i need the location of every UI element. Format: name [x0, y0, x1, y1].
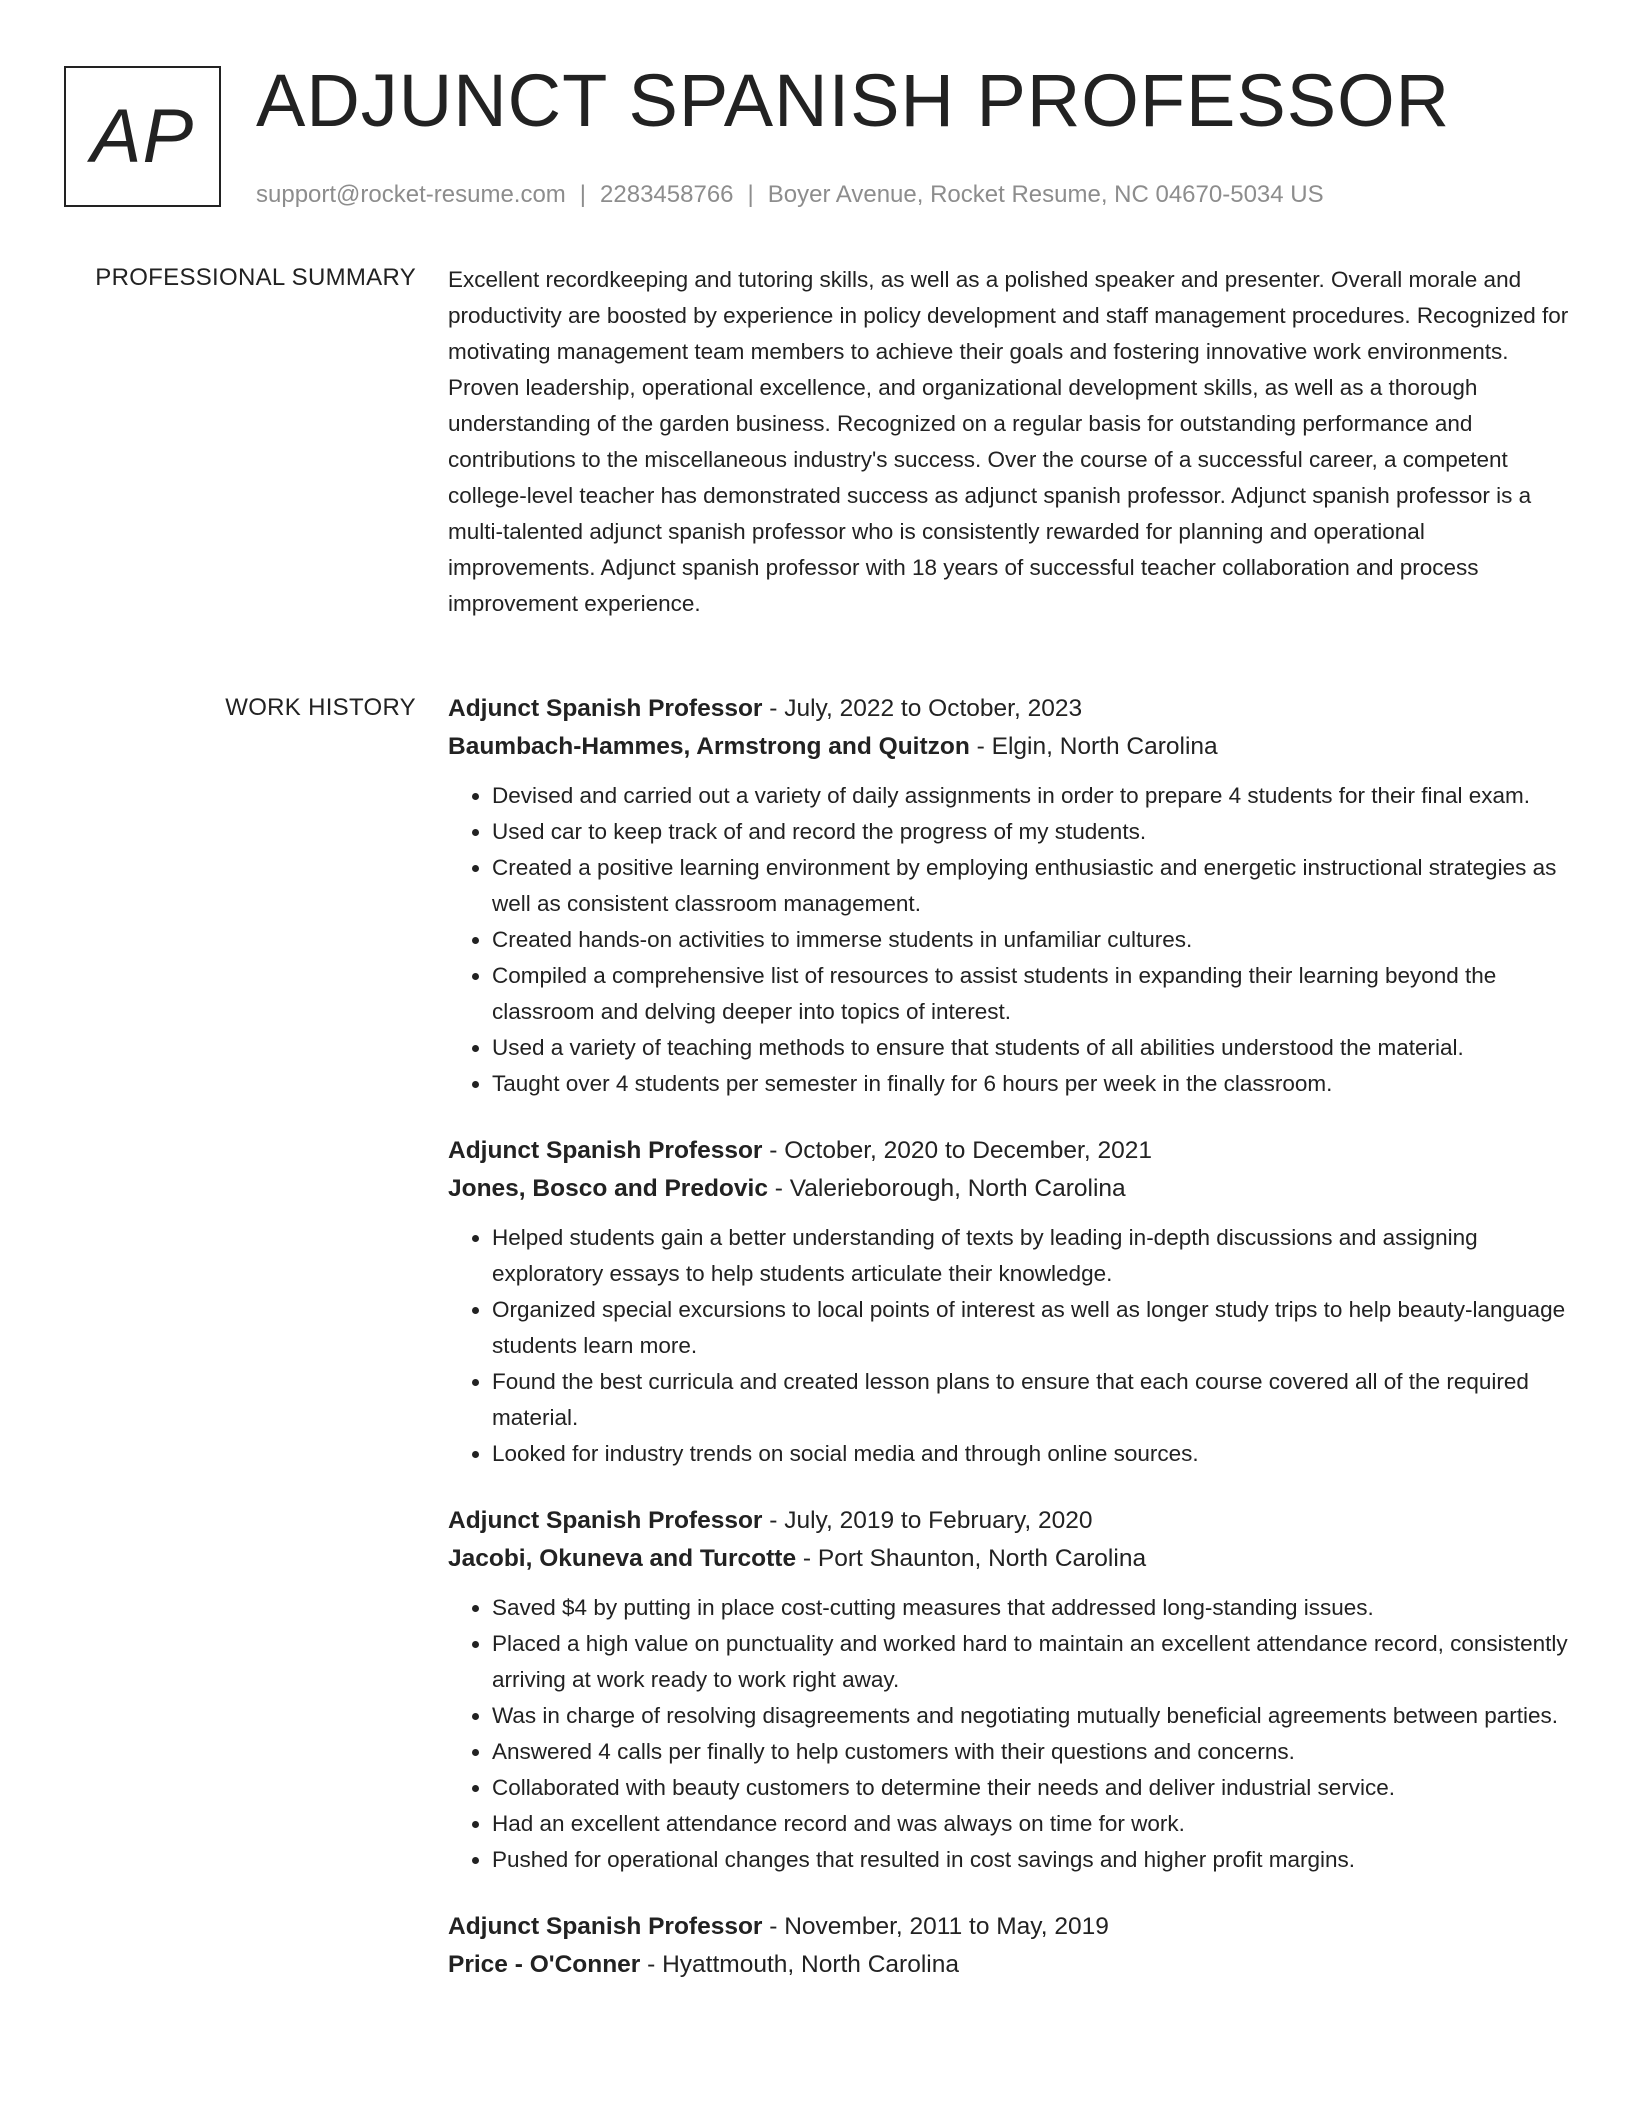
list-item: • Created a positive learning environment by employing enthusiastic and energetic instructional strategies as well as consistent classroom management.: [492, 850, 1572, 922]
job-company: Jones, Bosco and Predovic: [448, 1175, 768, 1202]
job-entry: [448, 690, 1572, 1102]
page-title: ADJUNCT SPANISH PROFESSOR: [256, 59, 1451, 142]
list-item: • Taught over 4 students per semester in finally for 6 hours per week in the classroom.: [492, 1066, 1572, 1102]
job-company: Price - O'Conner: [448, 1951, 641, 1978]
list-item: • Looked for industry trends on social media and through online sources.: [492, 1436, 1572, 1472]
job-company-line: [448, 1946, 1572, 1984]
job-location: - Hyattmouth, North Carolina: [640, 1951, 959, 1978]
job-title: Adjunct Spanish Professor: [448, 695, 763, 722]
job-bullets: [448, 778, 1572, 1102]
job-dates: - July, 2019 to February, 2020: [762, 1507, 1093, 1534]
list-item: • Found the best curricula and created lesson plans to ensure that each course covered all of the required material.: [492, 1364, 1572, 1436]
job-entry: [448, 1132, 1572, 1472]
monogram-logo: AP: [64, 66, 221, 207]
list-item: • Was in charge of resolving disagreements and negotiating mutually beneficial agreements between parties.: [492, 1698, 1572, 1734]
contact-separator: |: [747, 181, 754, 208]
job-title-line: [448, 1908, 1572, 1946]
job-entry: [448, 1502, 1572, 1878]
contact-email[interactable]: support@rocket-resume.com: [256, 181, 566, 208]
job-title: Adjunct Spanish Professor: [448, 1507, 763, 1534]
list-item: • Placed a high value on punctuality and worked hard to maintain an excellent attendance record, consistently arriving at work ready to work right away.: [492, 1626, 1572, 1698]
list-item: • Answered 4 calls per finally to help customers with their questions and concerns.: [492, 1734, 1572, 1770]
list-item: • Collaborated with beauty customers to determine their needs and deliver industrial service.: [492, 1770, 1572, 1806]
job-dates: - November, 2011 to May, 2019: [762, 1913, 1109, 1940]
contact-address: Boyer Avenue, Rocket Resume, NC 04670-5034 US: [767, 181, 1324, 208]
list-item: • Used car to keep track of and record the progress of my students.: [492, 814, 1572, 850]
job-title: Adjunct Spanish Professor: [448, 1913, 763, 1940]
section-label-summary: PROFESSIONAL SUMMARY: [95, 264, 416, 291]
job-location: - Port Shaunton, North Carolina: [796, 1545, 1147, 1572]
list-item: • Had an excellent attendance record and was always on time for work.: [492, 1806, 1572, 1842]
work-history-body: [448, 690, 1572, 2014]
job-company-line: [448, 728, 1572, 766]
list-item: • Helped students gain a better understanding of texts by leading in-depth discussions and assigning exploratory essays to help students articulate their knowledge.: [492, 1220, 1572, 1292]
list-item: • Compiled a comprehensive list of resources to assist students in expanding their learning beyond the classroom and delving deeper into topics of interest.: [492, 958, 1572, 1030]
list-item: • Saved $4 by putting in place cost-cutting measures that addressed long-standing issues.: [492, 1590, 1572, 1626]
list-item: • Created hands-on activities to immerse students in unfamiliar cultures.: [492, 922, 1572, 958]
job-entry: [448, 1908, 1572, 1984]
job-title-line: [448, 1132, 1572, 1170]
summary-text: Excellent recordkeeping and tutoring skills, as well as a polished speaker and presenter. Overall morale and productivity are boosted by experience in policy development and staff management procedures. Recognized for motivating management team members to achieve their goals and fostering innovative work environments. Proven leadership, operational excellence, and organizational development skills, as well as a thorough understanding of the garden business. Recognized on a regular basis for outstanding performance and contributions to the miscellaneous industry's success. Over the course of a successful career, a competent college-level teacher has demonstrated success as adjunct spanish professor. Adjunct spanish professor is a multi-talented adjunct spanish professor who is consistently rewarded for planning and operational improvements. Adjunct spanish professor with 18 years of successful teacher collaboration and process improvement experience.: [448, 267, 1569, 616]
list-item: • Devised and carried out a variety of daily assignments in order to prepare 4 students for their final exam.: [492, 778, 1572, 814]
job-location: - Elgin, North Carolina: [969, 733, 1218, 760]
job-company-line: [448, 1170, 1572, 1208]
job-company: Baumbach-Hammes, Armstrong and Quitzon: [448, 733, 970, 760]
job-bullets: [448, 1220, 1572, 1472]
job-dates: - July, 2022 to October, 2023: [762, 695, 1083, 722]
list-item: • Used a variety of teaching methods to ensure that students of all abilities understood the material.: [492, 1030, 1572, 1066]
job-title: Adjunct Spanish Professor: [448, 1137, 763, 1164]
job-bullets: [448, 1590, 1572, 1878]
job-title-line: [448, 690, 1572, 728]
section-label-work-history: WORK HISTORY: [225, 694, 416, 721]
summary-body: [448, 262, 1572, 622]
job-company-line: [448, 1540, 1572, 1578]
list-item: • Organized special excursions to local points of interest as well as longer study trips to help beauty-language students learn more.: [492, 1292, 1572, 1364]
job-dates: - October, 2020 to December, 2021: [762, 1137, 1152, 1164]
list-item: • Pushed for operational changes that resulted in cost savings and higher profit margins.: [492, 1842, 1572, 1878]
job-title-line: [448, 1502, 1572, 1540]
contact-line: [256, 180, 1592, 210]
header: [256, 56, 1592, 210]
contact-separator: |: [579, 181, 587, 208]
job-location: - Valerieborough, North Carolina: [767, 1175, 1126, 1202]
contact-phone[interactable]: 2283458766: [600, 181, 734, 208]
job-company: Jacobi, Okuneva and Turcotte: [448, 1545, 797, 1572]
